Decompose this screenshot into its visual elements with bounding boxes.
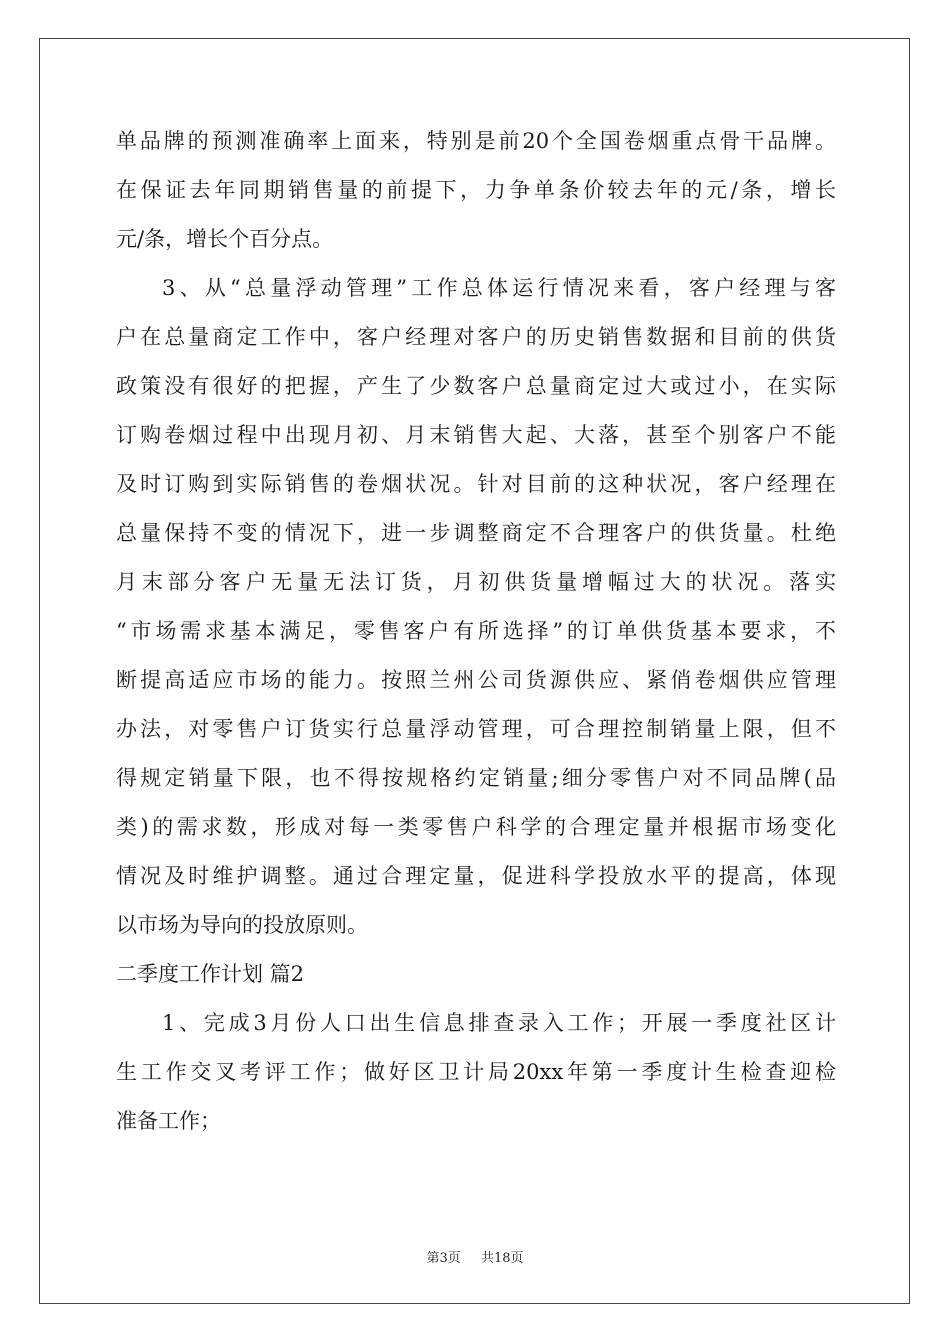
text-line: “市场需求基本满足，零售客户有所选择”的订单供货基本要求，不 xyxy=(116,619,836,643)
current-page-number: 第3页 xyxy=(426,1251,461,1266)
text-line: 及时订购到实际销售的卷烟状况。针对目前的这种状况，客户经理在 xyxy=(116,472,836,496)
text-line: 得规定销量下限，也不得按规格约定销量;细分零售户对不同品牌(品 xyxy=(116,766,836,790)
paragraph-start-line: 1、完成3月份人口出生信息排查录入工作；开展一季度社区计 xyxy=(162,1011,836,1035)
text-line: 生工作交叉考评工作；做好区卫计局20xx年第一季度计生检查迎检 xyxy=(116,1060,836,1084)
text-line: 以市场为导向的投放原则。 xyxy=(116,913,368,937)
text-line: 户在总量商定工作中，客户经理对客户的历史销售数据和目前的供货 xyxy=(116,325,836,349)
text-line: 类)的需求数，形成对每一类零售户科学的合理定量并根据市场变化 xyxy=(116,815,836,839)
text-line: 政策没有很好的把握，产生了少数客户总量商定过大或过小，在实际 xyxy=(116,374,836,398)
text-line: 情况及时维护调整。通过合理定量，促进科学投放水平的提高，体现 xyxy=(116,864,836,888)
page-footer xyxy=(0,1247,950,1266)
text-line: 元/条，增长个百分点。 xyxy=(116,227,334,251)
text-line: 断提高适应市场的能力。按照兰州公司货源供应、紧俏卷烟供应管理 xyxy=(116,668,836,692)
text-line: 总量保持不变的情况下，进一步调整商定不合理客户的供货量。杜绝 xyxy=(116,521,836,545)
section-heading: 二季度工作计划 篇2 xyxy=(116,962,305,986)
text-line: 单品牌的预测准确率上面来，特别是前20个全国卷烟重点骨干品牌。 xyxy=(116,129,836,153)
text-line: 订购卷烟过程中出现月初、月末销售大起、大落，甚至个别客户不能 xyxy=(116,423,836,447)
total-page-count: 共18页 xyxy=(481,1251,524,1266)
text-line: 月末部分客户无量无法订货，月初供货量增幅过大的状况。落实 xyxy=(116,570,836,594)
text-line: 准备工作； xyxy=(116,1109,221,1133)
text-line: 在保证去年同期销售量的前提下，力争单条价较去年的元/条，增长 xyxy=(116,178,836,202)
text-line: 办法，对零售户订货实行总量浮动管理，可合理控制销量上限，但不 xyxy=(116,717,836,741)
paragraph-start-line: 3、从“总量浮动管理”工作总体运行情况来看，客户经理与客 xyxy=(162,276,836,300)
